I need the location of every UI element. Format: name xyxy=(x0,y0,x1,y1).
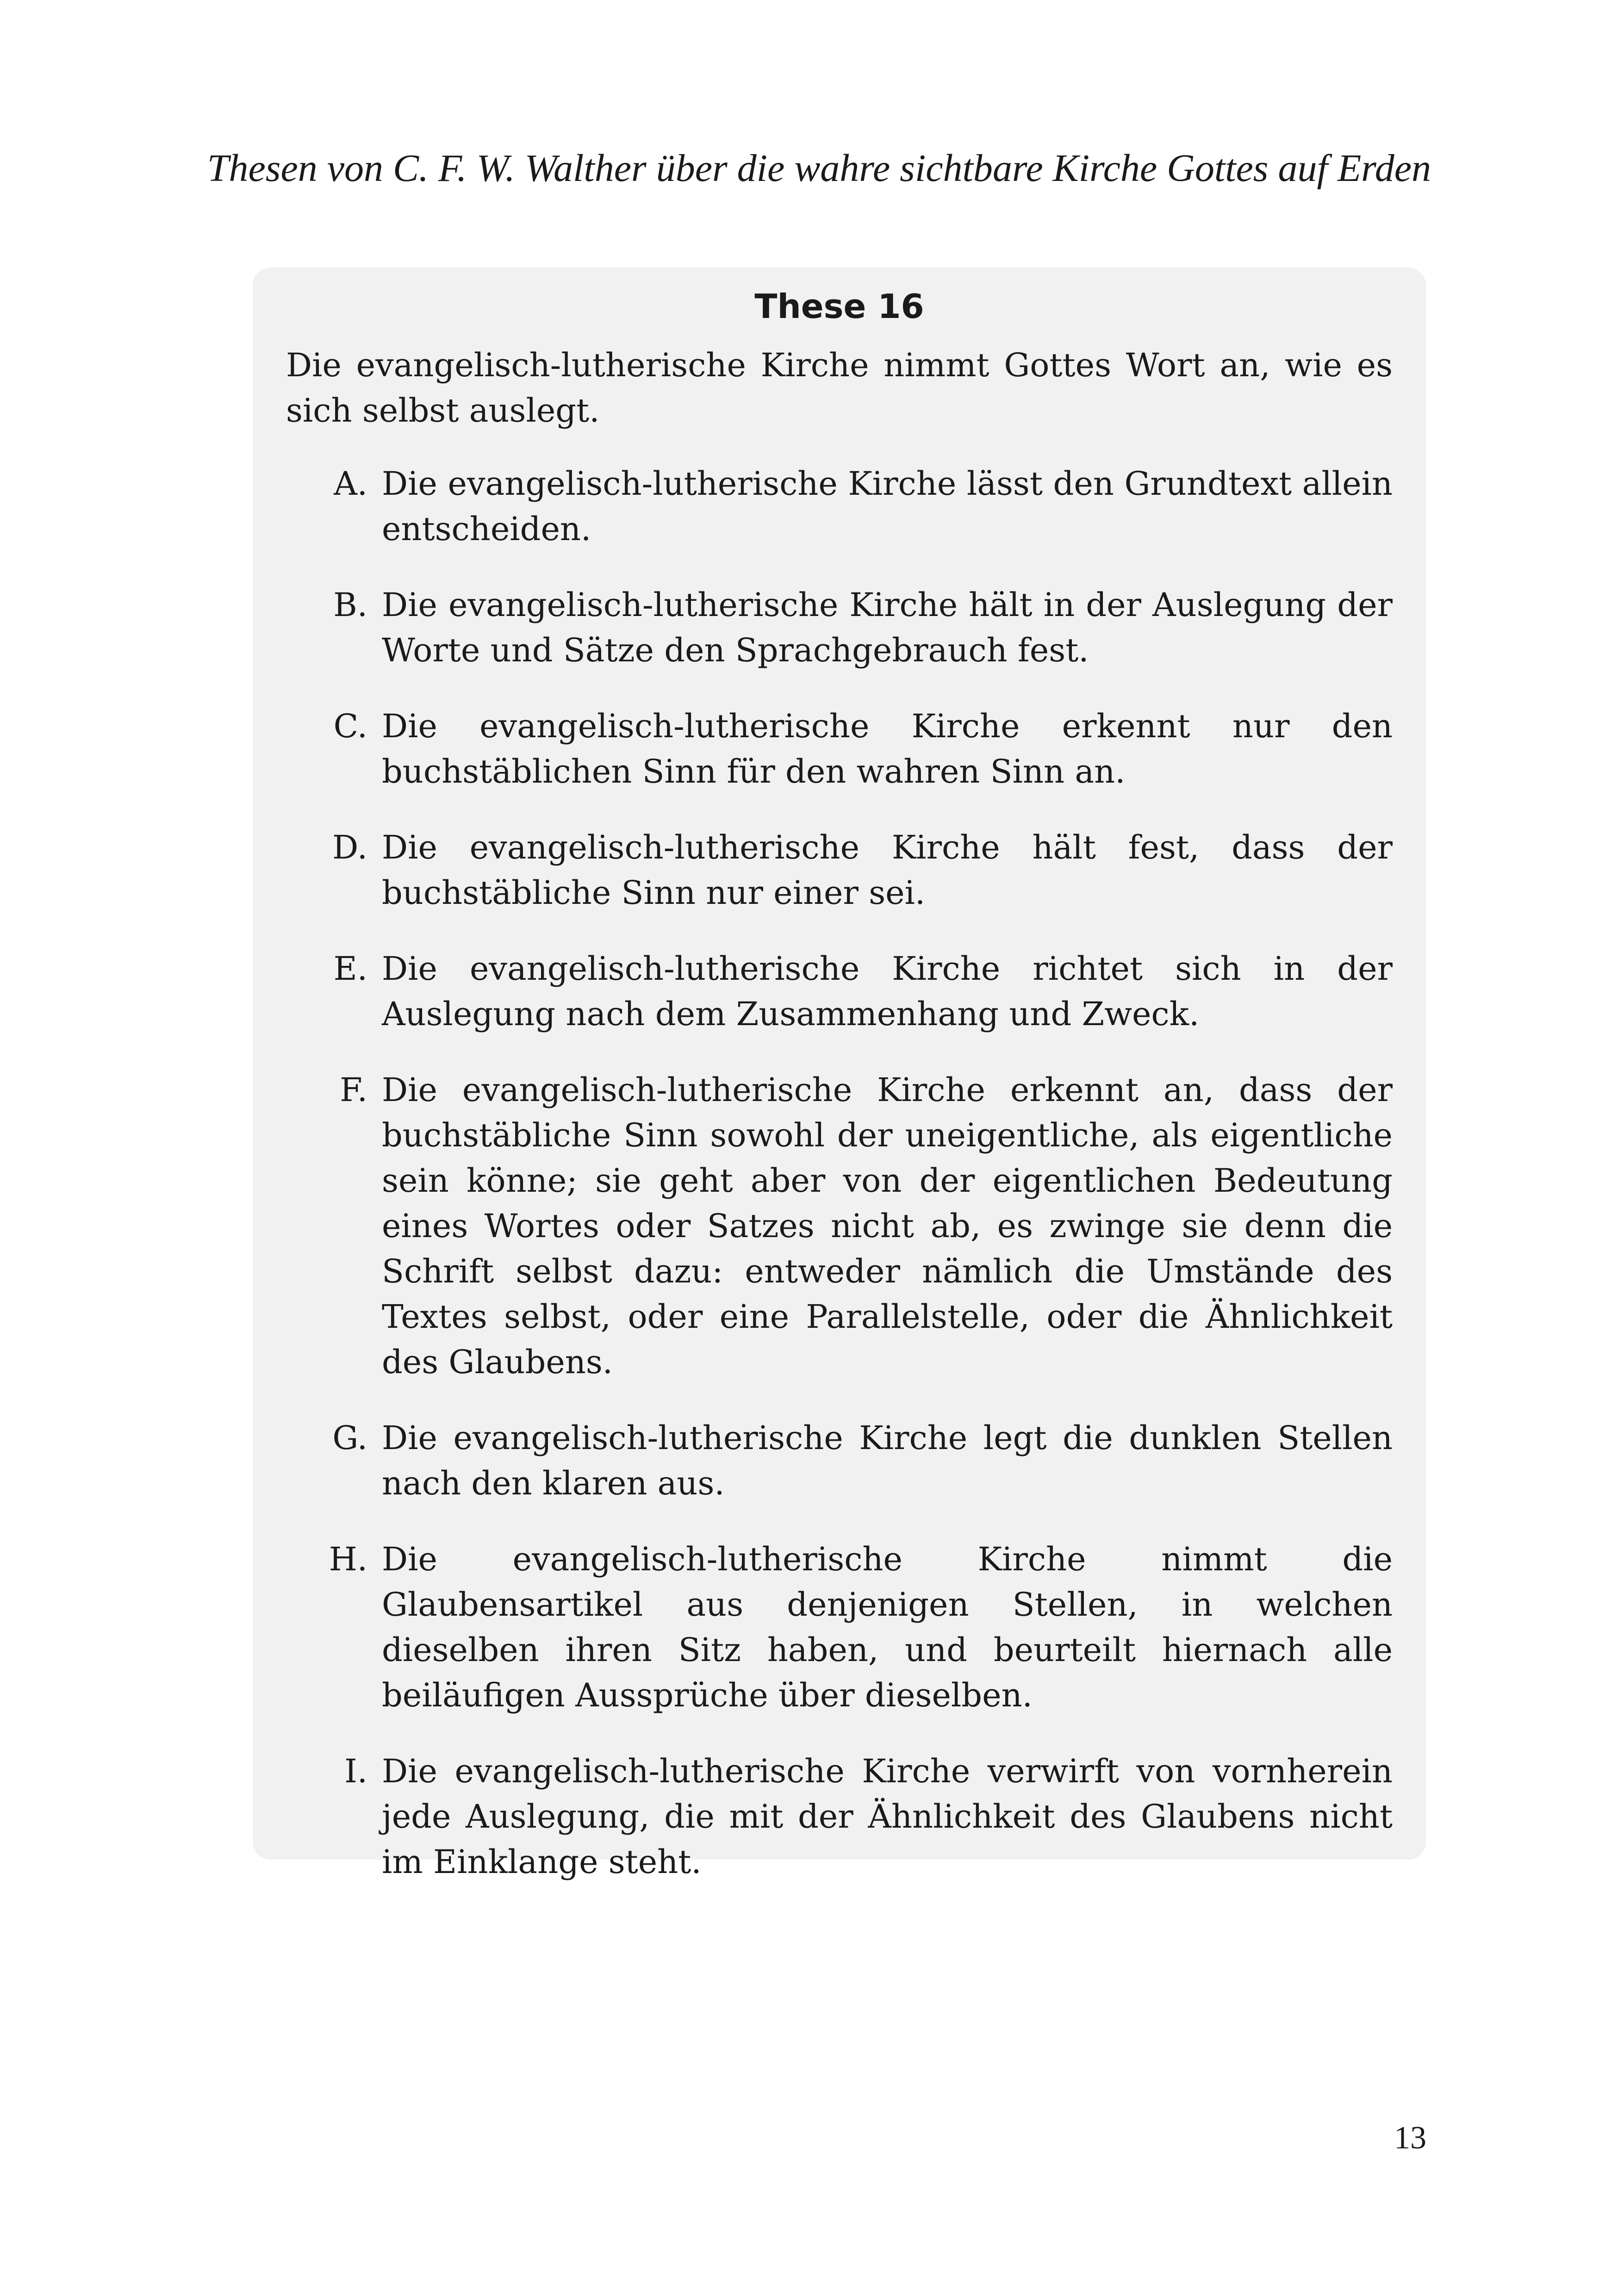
item-letter: D. xyxy=(332,828,367,866)
thesis-item-a xyxy=(286,461,1393,552)
thesis-title: These 16 xyxy=(754,287,924,326)
thesis-item-i xyxy=(286,1748,1393,1885)
item-text: Die evangelisch-lutherische Kirche hält in der Auslegung der Worte und Sätze den Sprachgebrauch fest. xyxy=(382,586,1393,669)
thesis-item-f xyxy=(286,1067,1393,1385)
thesis-intro: Die evangelisch-lutherische Kirche nimmt Gottes Wort an, wie es sich selbst auslegt. xyxy=(286,346,1393,429)
item-letter: H. xyxy=(329,1540,367,1578)
item-letter: F. xyxy=(340,1071,367,1109)
item-text: Die evangelisch-lutherische Kirche erkennt an, dass der buchstäbliche Sinn sowohl der uneigentliche, als eigentliche sein könne; sie geht aber von der eigentlichen Bedeutung eines Wortes oder Satzes nicht ab, es zwinge sie denn die Schrift selbst dazu: entweder nämlich die Umstände des Textes selbst, oder eine Parallelstelle, oder die Ähnlichkeit des Glaubens. xyxy=(382,1071,1393,1381)
item-text: Die evangelisch-lutherische Kirche erkennt nur den buchstäblichen Sinn für den wahren Sinn an. xyxy=(382,707,1393,790)
item-text: Die evangelisch-lutherische Kirche hält fest, dass der buchstäbliche Sinn nur einer sei. xyxy=(382,828,1393,912)
thesis-panel xyxy=(253,268,1426,1881)
item-letter: I. xyxy=(344,1752,367,1790)
item-letter: A. xyxy=(334,465,367,503)
thesis-item-d xyxy=(286,825,1393,915)
page-number: 13 xyxy=(1394,2120,1426,2156)
thesis-item-c xyxy=(286,703,1393,794)
item-text: Die evangelisch-lutherische Kirche verwirft von vornherein jede Auslegung, die mit der Ähnlichkeit des Glaubens nicht im Einklange steht. xyxy=(382,1752,1393,1881)
item-text: Die evangelisch-lutherische Kirche legt die dunklen Stellen nach den klaren aus. xyxy=(382,1419,1393,1502)
item-letter: G. xyxy=(332,1419,367,1457)
running-header: Thesen von C. F. W. Walther über die wahre sichtbare Kirche Gottes auf Erden xyxy=(207,147,1431,190)
thesis-item-b xyxy=(286,582,1393,673)
item-letter: C. xyxy=(333,707,367,745)
item-text: Die evangelisch-lutherische Kirche nimmt die Glaubensartikel aus denjenigen Stellen, in welchen dieselben ihren Sitz haben, und beurteilt hiernach alle beiläufigen Aussprüche über dieselben. xyxy=(382,1540,1393,1714)
item-text: Die evangelisch-lutherische Kirche lässt den Grundtext allein entscheiden. xyxy=(382,465,1393,548)
item-letter: E. xyxy=(333,950,367,988)
thesis-item-g xyxy=(286,1415,1393,1506)
item-text: Die evangelisch-lutherische Kirche richtet sich in der Auslegung nach dem Zusammenhang und Zweck. xyxy=(382,950,1393,1033)
thesis-item-h xyxy=(286,1537,1393,1718)
thesis-item-e xyxy=(286,946,1393,1037)
item-letter: B. xyxy=(333,586,367,624)
